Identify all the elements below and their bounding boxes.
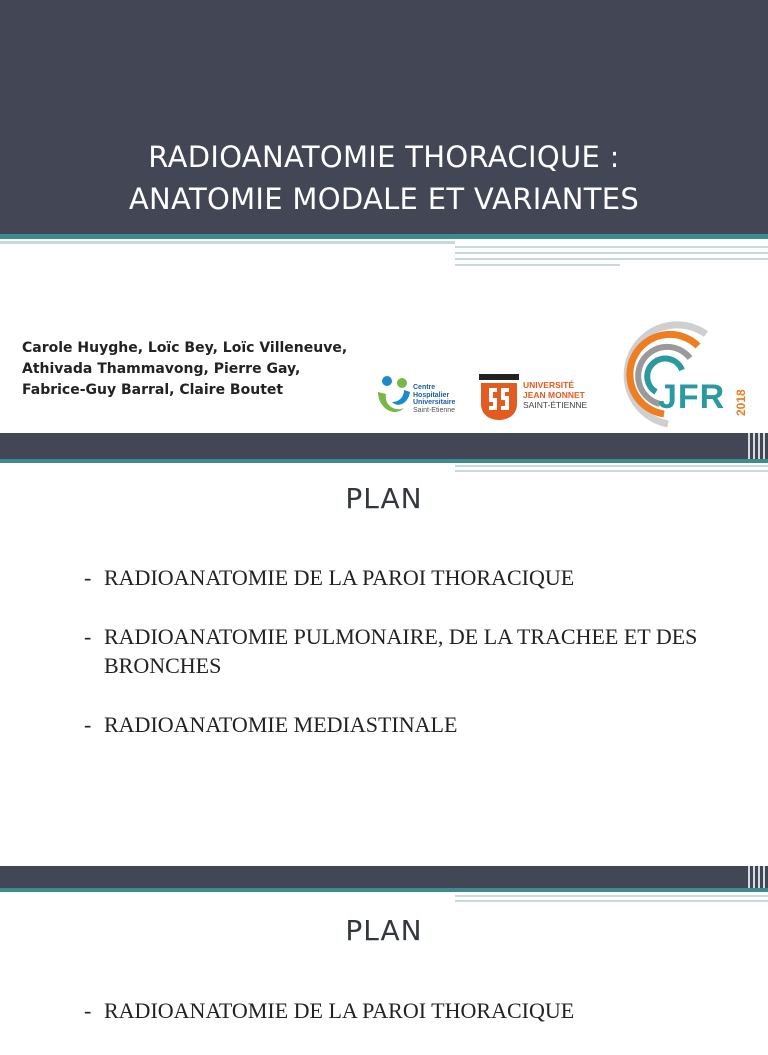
list-item-text: RADIOANATOMIE DE LA PAROI THORACIQUE <box>104 565 575 590</box>
title-line-1: RADIOANATOMIE THORACIQUE : <box>148 140 620 174</box>
ujm-text-1: UNIVERSITÉ <box>523 380 575 390</box>
list-item <box>84 563 724 592</box>
list-item <box>84 996 724 1025</box>
authors <box>22 338 362 401</box>
accent-stripe-thin <box>455 258 768 260</box>
jfr-year: 2018 <box>734 389 748 416</box>
authors-line-1: Carole Huyghe, Loïc Bey, Loïc Villeneuve, <box>22 340 348 356</box>
chu-text-2: Hospitalier <box>413 391 450 399</box>
authors-line-2: Athivada Thammavong, Pierre Gay, <box>22 361 301 377</box>
list-dash: - <box>84 565 92 590</box>
title-slide-title <box>0 136 768 220</box>
accent-stripe-thin <box>455 895 768 897</box>
plan-slide-header <box>0 866 768 888</box>
list-dash: - <box>84 712 92 737</box>
plan-slide-header <box>0 433 768 459</box>
list-dash: - <box>84 624 92 649</box>
accent-stripe <box>0 234 768 239</box>
plan-title: PLAN <box>345 482 423 515</box>
accent-stripe-thin <box>455 246 768 248</box>
jfr-text: JFR <box>658 378 726 416</box>
accent-stripe-thin <box>455 264 620 266</box>
ujm-logo <box>479 374 591 422</box>
ujm-logo-mark-icon <box>479 374 519 420</box>
plan-list <box>84 996 724 1055</box>
accent-stripe <box>0 459 768 463</box>
chu-text-3: Universitaire <box>413 399 456 406</box>
plan-list <box>84 563 724 769</box>
header-texture <box>745 433 768 459</box>
ujm-text-3: SAINT-ÉTIENNE <box>523 400 588 410</box>
list-item-text: RADIOANATOMIE PULMONAIRE, DE LA TRACHEE ET DES BRONCHES <box>104 624 698 678</box>
accent-stripe <box>0 888 768 892</box>
header-texture <box>745 866 768 888</box>
accent-stripe-thin <box>455 470 768 472</box>
accent-stripe-thin <box>455 252 768 254</box>
plan-title: PLAN <box>345 914 423 947</box>
chu-logo <box>374 374 474 424</box>
chu-text-1: Centre <box>413 384 436 391</box>
authors-line-3: Fabrice-Guy Barral, Claire Boutet <box>22 382 284 398</box>
list-dash: - <box>84 998 92 1023</box>
list-item <box>84 710 724 739</box>
chu-text-4: Saint-Etienne <box>413 406 456 414</box>
accent-stripe-thin <box>455 465 768 467</box>
accent-stripe-thin <box>0 241 455 244</box>
jfr-logo <box>598 320 768 428</box>
chu-logo-mark-icon <box>374 374 414 420</box>
list-item-text: RADIOANATOMIE DE LA PAROI THORACIQUE <box>104 998 575 1023</box>
list-item-text: RADIOANATOMIE MEDIASTINALE <box>104 712 458 737</box>
accent-stripe-thin <box>455 900 768 902</box>
ujm-text-2: JEAN MONNET <box>523 390 585 400</box>
title-line-2: ANATOMIE MODALE ET VARIANTES <box>128 182 640 216</box>
list-item <box>84 622 724 680</box>
